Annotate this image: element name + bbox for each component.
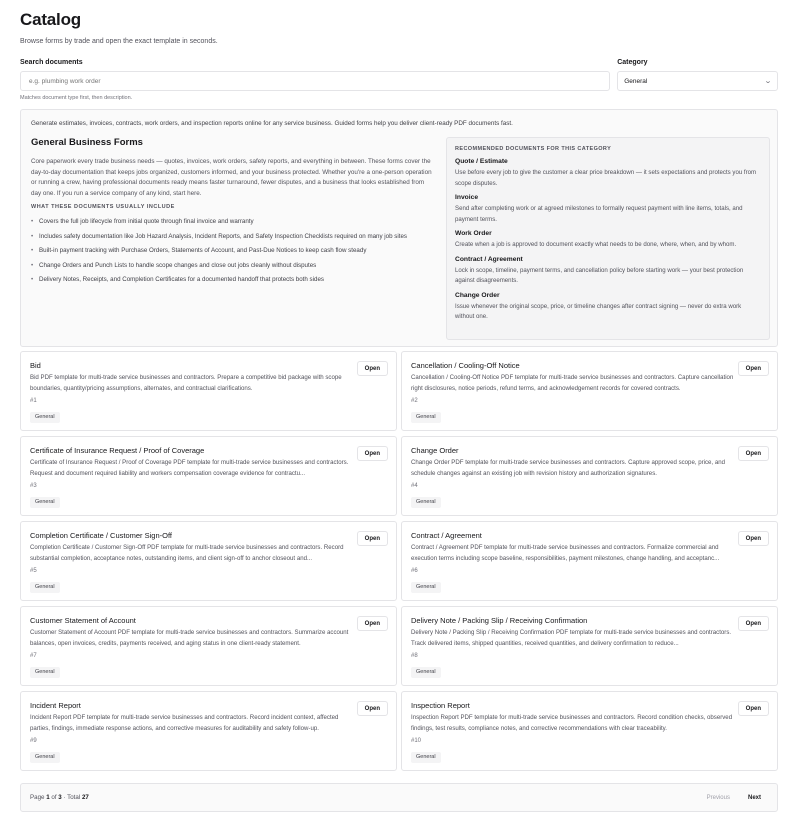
category-badge: General <box>411 497 441 508</box>
document-description: Inspection Report PDF template for multi-trade service businesses and contractors. Record condition checks, observed findings, test results, compliance notes, and corrective recommendations with clear traceability. <box>411 714 733 732</box>
recommended-desc: Use before every job to give the customer a clear price breakdown — it sets expectations and protects you from scope disputes. <box>455 169 757 187</box>
document-title: Inspection Report <box>411 701 470 710</box>
recommended-name: Quote / Estimate <box>455 158 508 165</box>
document-title: Cancellation / Cooling-Off Notice <box>411 361 520 370</box>
category-select[interactable] <box>617 71 778 91</box>
total-word: · Total <box>63 794 81 801</box>
category-group <box>617 58 778 91</box>
document-number: #1 <box>30 398 37 404</box>
document-description: Delivery Note / Packing Slip / Receiving Confirmation PDF template for multi-trade service businesses and contractors. Track delivered items, shipped quantities, received quantities, and delivery confirmation to reduce... <box>411 629 732 647</box>
document-card <box>20 436 397 516</box>
document-title: Contract / Agreement <box>411 531 482 540</box>
category-label: Category <box>617 59 648 66</box>
document-title: Incident Report <box>30 701 81 710</box>
list-item: • Built-in payment tracking with Purchase Orders, Statements of Account, and Past-Due Notices to keep cash flow steady <box>31 244 433 259</box>
document-description: Change Order PDF template for multi-trade service businesses and contractors. Capture approved scope, price, and schedule changes against an existing job with revision history and authorization signatures. <box>411 459 725 477</box>
recommended-heading: RECOMMENDED DOCUMENTS FOR THIS CATEGORY <box>455 146 612 152</box>
list-item: • Change Orders and Punch Lists to handle scope changes and close out jobs cleanly without disputes <box>31 259 433 274</box>
catalog-page <box>20 8 778 347</box>
recommended-name: Contract / Agreement <box>455 255 523 263</box>
category-badge: General <box>411 582 441 593</box>
document-number: #5 <box>30 568 37 574</box>
open-button[interactable]: Open <box>738 361 769 376</box>
document-card <box>401 606 778 686</box>
recommended-desc: Send after completing work or at agreed milestones to formally request payment with line items, totals, and payment terms. <box>455 205 743 223</box>
category-badge: General <box>30 412 60 423</box>
document-description: Cancellation / Cooling-Off Notice PDF template for multi-trade service businesses and contractors. Capture cancellation right disclosures, notice periods, refund terms, and acknowledgement records for covered contracts. <box>411 374 734 392</box>
category-badge: General <box>411 667 441 678</box>
open-button[interactable]: Open <box>738 446 769 461</box>
page-title: Catalog <box>20 10 81 29</box>
total-pages: 3 <box>58 794 62 801</box>
category-info-panel <box>20 109 778 347</box>
recommended-desc: Create when a job is approved to document exactly what needs to be done, where, when, and by whom. <box>455 241 737 248</box>
includes-list <box>31 215 433 288</box>
total-count: 27 <box>81 794 89 801</box>
document-card <box>20 521 397 601</box>
document-number: #9 <box>30 738 37 744</box>
previous-button[interactable]: Previous <box>700 792 737 804</box>
recommended-item <box>455 193 761 225</box>
document-description: Customer Statement of Account PDF template for multi-trade service businesses and contractors. Summarize account balances, open invoices, credits, payments received, and aging status in one client-ready statement. <box>30 629 349 647</box>
search-hint: Matches document type first, then description. <box>20 95 133 101</box>
recommended-name: Invoice <box>455 194 479 201</box>
recommended-item <box>455 229 761 251</box>
document-title: Change Order <box>411 446 459 455</box>
recommended-name: Change Order <box>455 291 500 299</box>
open-button[interactable]: Open <box>738 616 769 631</box>
document-description: Certificate of Insurance Request / Proof of Coverage PDF template for multi-trade service businesses and contractors. Request and document required liability and workers compensation coverage evidence for contractu... <box>30 459 349 477</box>
chevron-down-icon: ⌄ <box>763 78 773 85</box>
search-row <box>20 58 778 91</box>
category-badge: General <box>411 412 441 423</box>
page-subtitle: Browse forms by trade and open the exact template in seconds. <box>20 38 218 45</box>
document-number: #8 <box>411 653 418 659</box>
category-badge: General <box>30 752 60 763</box>
recommended-item <box>455 291 761 323</box>
document-description: Incident Report PDF template for multi-trade service businesses and contractors. Record incident context, affected parties, findings, immediate response actions, and corrective measures for auditability and safety follow-up. <box>30 714 339 732</box>
document-card <box>401 351 778 431</box>
document-card <box>20 351 397 431</box>
document-number: #4 <box>411 483 418 489</box>
info-intro: Generate estimates, invoices, contracts, work orders, and inspection reports online for any service business. Guided forms help you deliver client-ready PDF documents fast. <box>31 120 513 127</box>
category-overview <box>31 137 433 288</box>
open-button[interactable]: Open <box>738 531 769 546</box>
search-group <box>20 58 610 91</box>
recommended-documents <box>446 137 770 340</box>
recommended-desc: Issue whenever the original scope, price, or timeline changes after contract signing — never do extra work without one. <box>455 302 742 320</box>
next-button[interactable]: Next <box>741 792 768 804</box>
pager-controls <box>700 792 768 804</box>
document-title: Bid <box>30 361 41 370</box>
list-item: • Includes safety documentation like Job Hazard Analysis, Incident Reports, and Safety Inspection Checklists required on many job sites <box>31 230 433 245</box>
recommended-desc: Lock in scope, timeline, payment terms, and cancellation policy before starting work — your best protection against disagreements. <box>455 266 744 284</box>
document-number: #2 <box>411 398 418 404</box>
recommended-item <box>455 157 761 189</box>
page-word: Page <box>30 794 45 801</box>
open-button[interactable]: Open <box>357 616 388 631</box>
document-number: #10 <box>411 738 422 744</box>
current-page: 1 <box>46 794 50 801</box>
of-word: of <box>51 794 57 801</box>
document-card <box>401 436 778 516</box>
search-input[interactable] <box>20 71 610 91</box>
pagination-status <box>30 794 89 801</box>
list-item: • Delivery Notes, Receipts, and Completion Certificates for a documented handoff that protects both sides <box>31 273 433 288</box>
pagination-bar <box>20 783 778 812</box>
category-description: Core paperwork every trade business needs — quotes, invoices, work orders, safety reports, and everything in between. These forms cover the day-to-day documentation that keeps jobs organized, customers informed, and your business protected. Whether you're a one-person operation or running a crew, having professional documents ready means faster turnaround, fewer disputes, and a business that looks established from day one. If you run a service company of any kind, start here. <box>31 158 432 197</box>
document-card <box>401 521 778 601</box>
list-item: • Covers the full job lifecycle from initial quote through final invoice and warranty <box>31 215 433 230</box>
category-selected-value: General <box>624 77 648 85</box>
document-title: Certificate of Insurance Request / Proof of Coverage <box>30 446 205 455</box>
document-description: Completion Certificate / Customer Sign-Off PDF template for multi-trade service businesses and contractors. Record substantial completion, acceptance notes, outstanding items, and client sign-off to anchor closeout and... <box>30 544 344 562</box>
document-card <box>401 691 778 771</box>
category-title: General Business Forms <box>31 137 143 148</box>
open-button[interactable]: Open <box>738 701 769 716</box>
category-badge: General <box>30 667 60 678</box>
category-badge: General <box>30 497 60 508</box>
document-title: Customer Statement of Account <box>30 616 136 625</box>
category-badge: General <box>30 582 60 593</box>
document-card <box>20 606 397 686</box>
category-badge: General <box>411 752 441 763</box>
document-title: Delivery Note / Packing Slip / Receiving Confirmation <box>411 616 588 625</box>
document-number: #6 <box>411 568 418 574</box>
includes-heading: WHAT THESE DOCUMENTS USUALLY INCLUDE <box>31 204 175 210</box>
open-button[interactable]: Open <box>357 701 388 716</box>
open-button[interactable]: Open <box>357 361 388 376</box>
document-description: Bid PDF template for multi-trade service businesses and contractors. Prepare a competitive bid package with scope boundaries, quantity/pricing assumptions, alternates, and contractual clarifications. <box>30 374 342 392</box>
document-description: Contract / Agreement PDF template for multi-trade service businesses and contractors. Formalize commercial and execution terms including scope baseline, responsibilities, payment milestones, change handling, and acceptanc... <box>411 544 720 562</box>
recommended-item <box>455 255 761 287</box>
document-number: #7 <box>30 653 37 659</box>
document-title: Completion Certificate / Customer Sign-Off <box>30 531 172 540</box>
open-button[interactable]: Open <box>357 531 388 546</box>
document-number: #3 <box>30 483 37 489</box>
open-button[interactable]: Open <box>357 446 388 461</box>
search-label: Search documents <box>20 59 83 66</box>
document-card <box>20 691 397 771</box>
recommended-name: Work Order <box>455 230 492 237</box>
